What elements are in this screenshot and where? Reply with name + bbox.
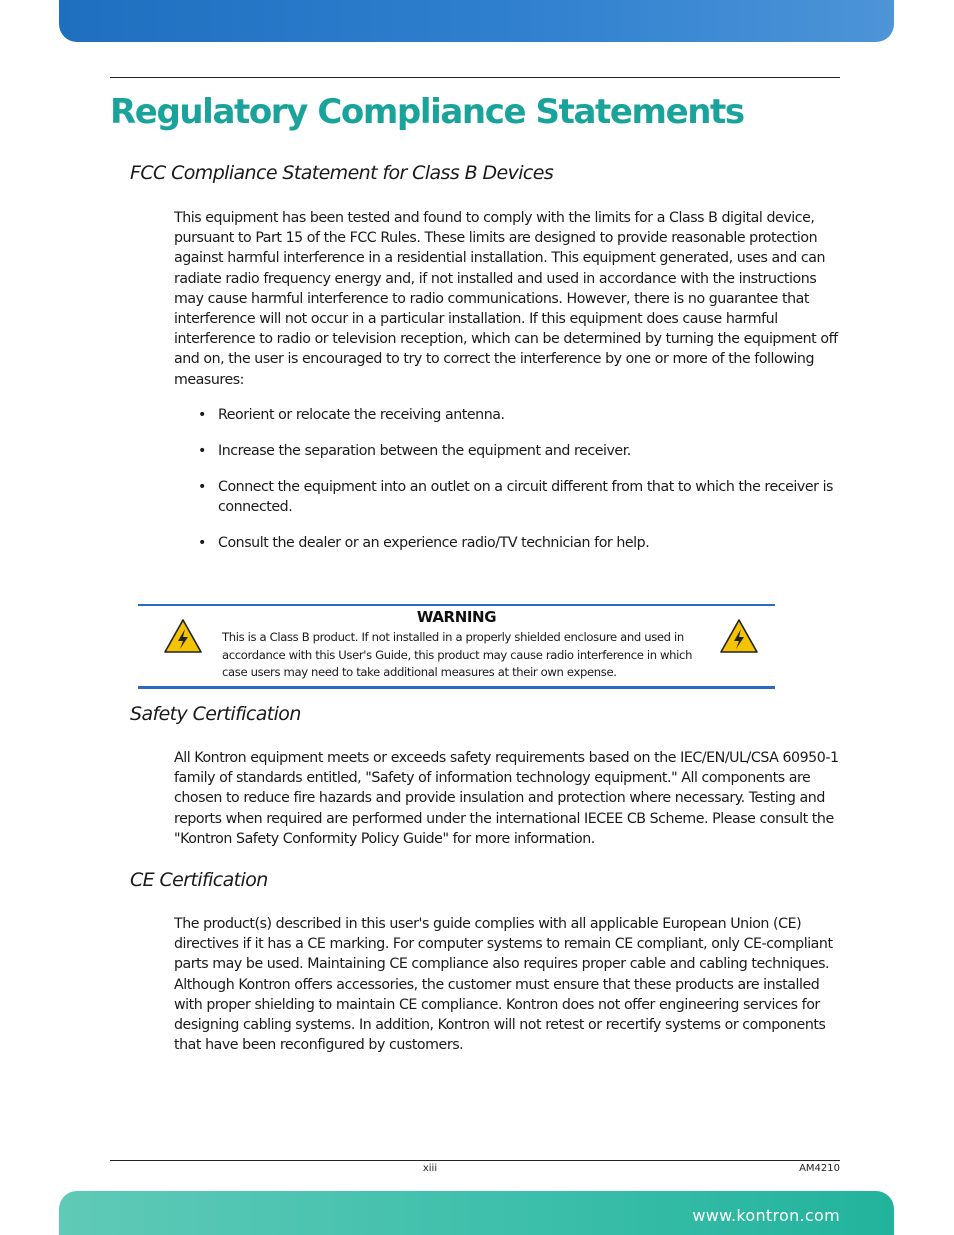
ce-heading: CE Certification [130,869,268,891]
warning-text: This is a Class B product. If not installed in a properly shielded enclosure and used in accordance with this User's Guide, this product may cause radio interference in which case users may need to take additional measures at their own expense. [222,630,693,679]
footer-rule [110,1160,840,1161]
warning-box [138,604,775,689]
page-number: xiii [422,1163,438,1174]
list-item: • Consult the dealer or an experience radio/TV technician for help. [198,533,868,553]
safety-paragraph: All Kontron equipment meets or exceeds safety requirements based on the IEC/EN/UL/CSA 60950-1 family of standards entitled, "Safety of information technology equipment." All components are chosen to reduce fire hazards and provide insulation and protection where necessary. Testing and reports when required are performed under the international IECEE CB Scheme. Please consult the "Kontron Safety Conformity Policy Guide" for more information. [174,750,839,847]
header-banner [59,0,894,42]
website-link[interactable]: www.kontron.com [692,1206,840,1225]
document-id: AM4210 [799,1163,840,1174]
list-item: • Increase the separation between the equipment and receiver. [198,441,868,461]
page-title: Regulatory Compliance Statements [110,92,744,132]
fcc-paragraph: This equipment has been tested and found to comply with the limits for a Class B digital device, pursuant to Part 15 of the FCC Rules. These limits are designed to provide reasonable protection against harmful interference in a residential installation. This equipment generated, uses and can radiate radio frequency energy and, if not installed and used in accordance with the instructions may cause harmful interference to radio communications. However, there is no guarantee that interference will not occur in a particular installation. If this equipment does cause harmful interference to radio or television reception, which can be determined by turning the equipment off and on, the user is encouraged to try to correct the interference by one or more of the following measures: [174,210,838,388]
warning-title: WARNING [416,608,497,626]
footer-banner [59,1191,894,1235]
ce-paragraph: The product(s) described in this user's guide complies with all applicable European Union (CE) directives if it has a CE marking. For computer systems to remain CE compliant, only CE-compliant parts may be used. Maintaining CE compliance also requires proper cable and cabling techniques. Although Kontron offers accessories, the customer must ensure that these products are installed with proper shielding to maintain CE compliance. Kontron does not offer engineering services for designing cabling systems. In addition, Kontron will not retest or recertify systems or components that have been reconfigured by customers. [174,916,833,1054]
safety-heading: Safety Certification [130,703,301,725]
high-voltage-warning-icon [719,618,759,654]
fcc-heading: FCC Compliance Statement for Class B Devices [130,162,554,184]
list-item: • Reorient or relocate the receiving antenna. [198,405,868,425]
header-rule [110,77,840,78]
list-item: • Connect the equipment into an outlet on a circuit different from that to which the receiver is connected. [198,477,868,517]
